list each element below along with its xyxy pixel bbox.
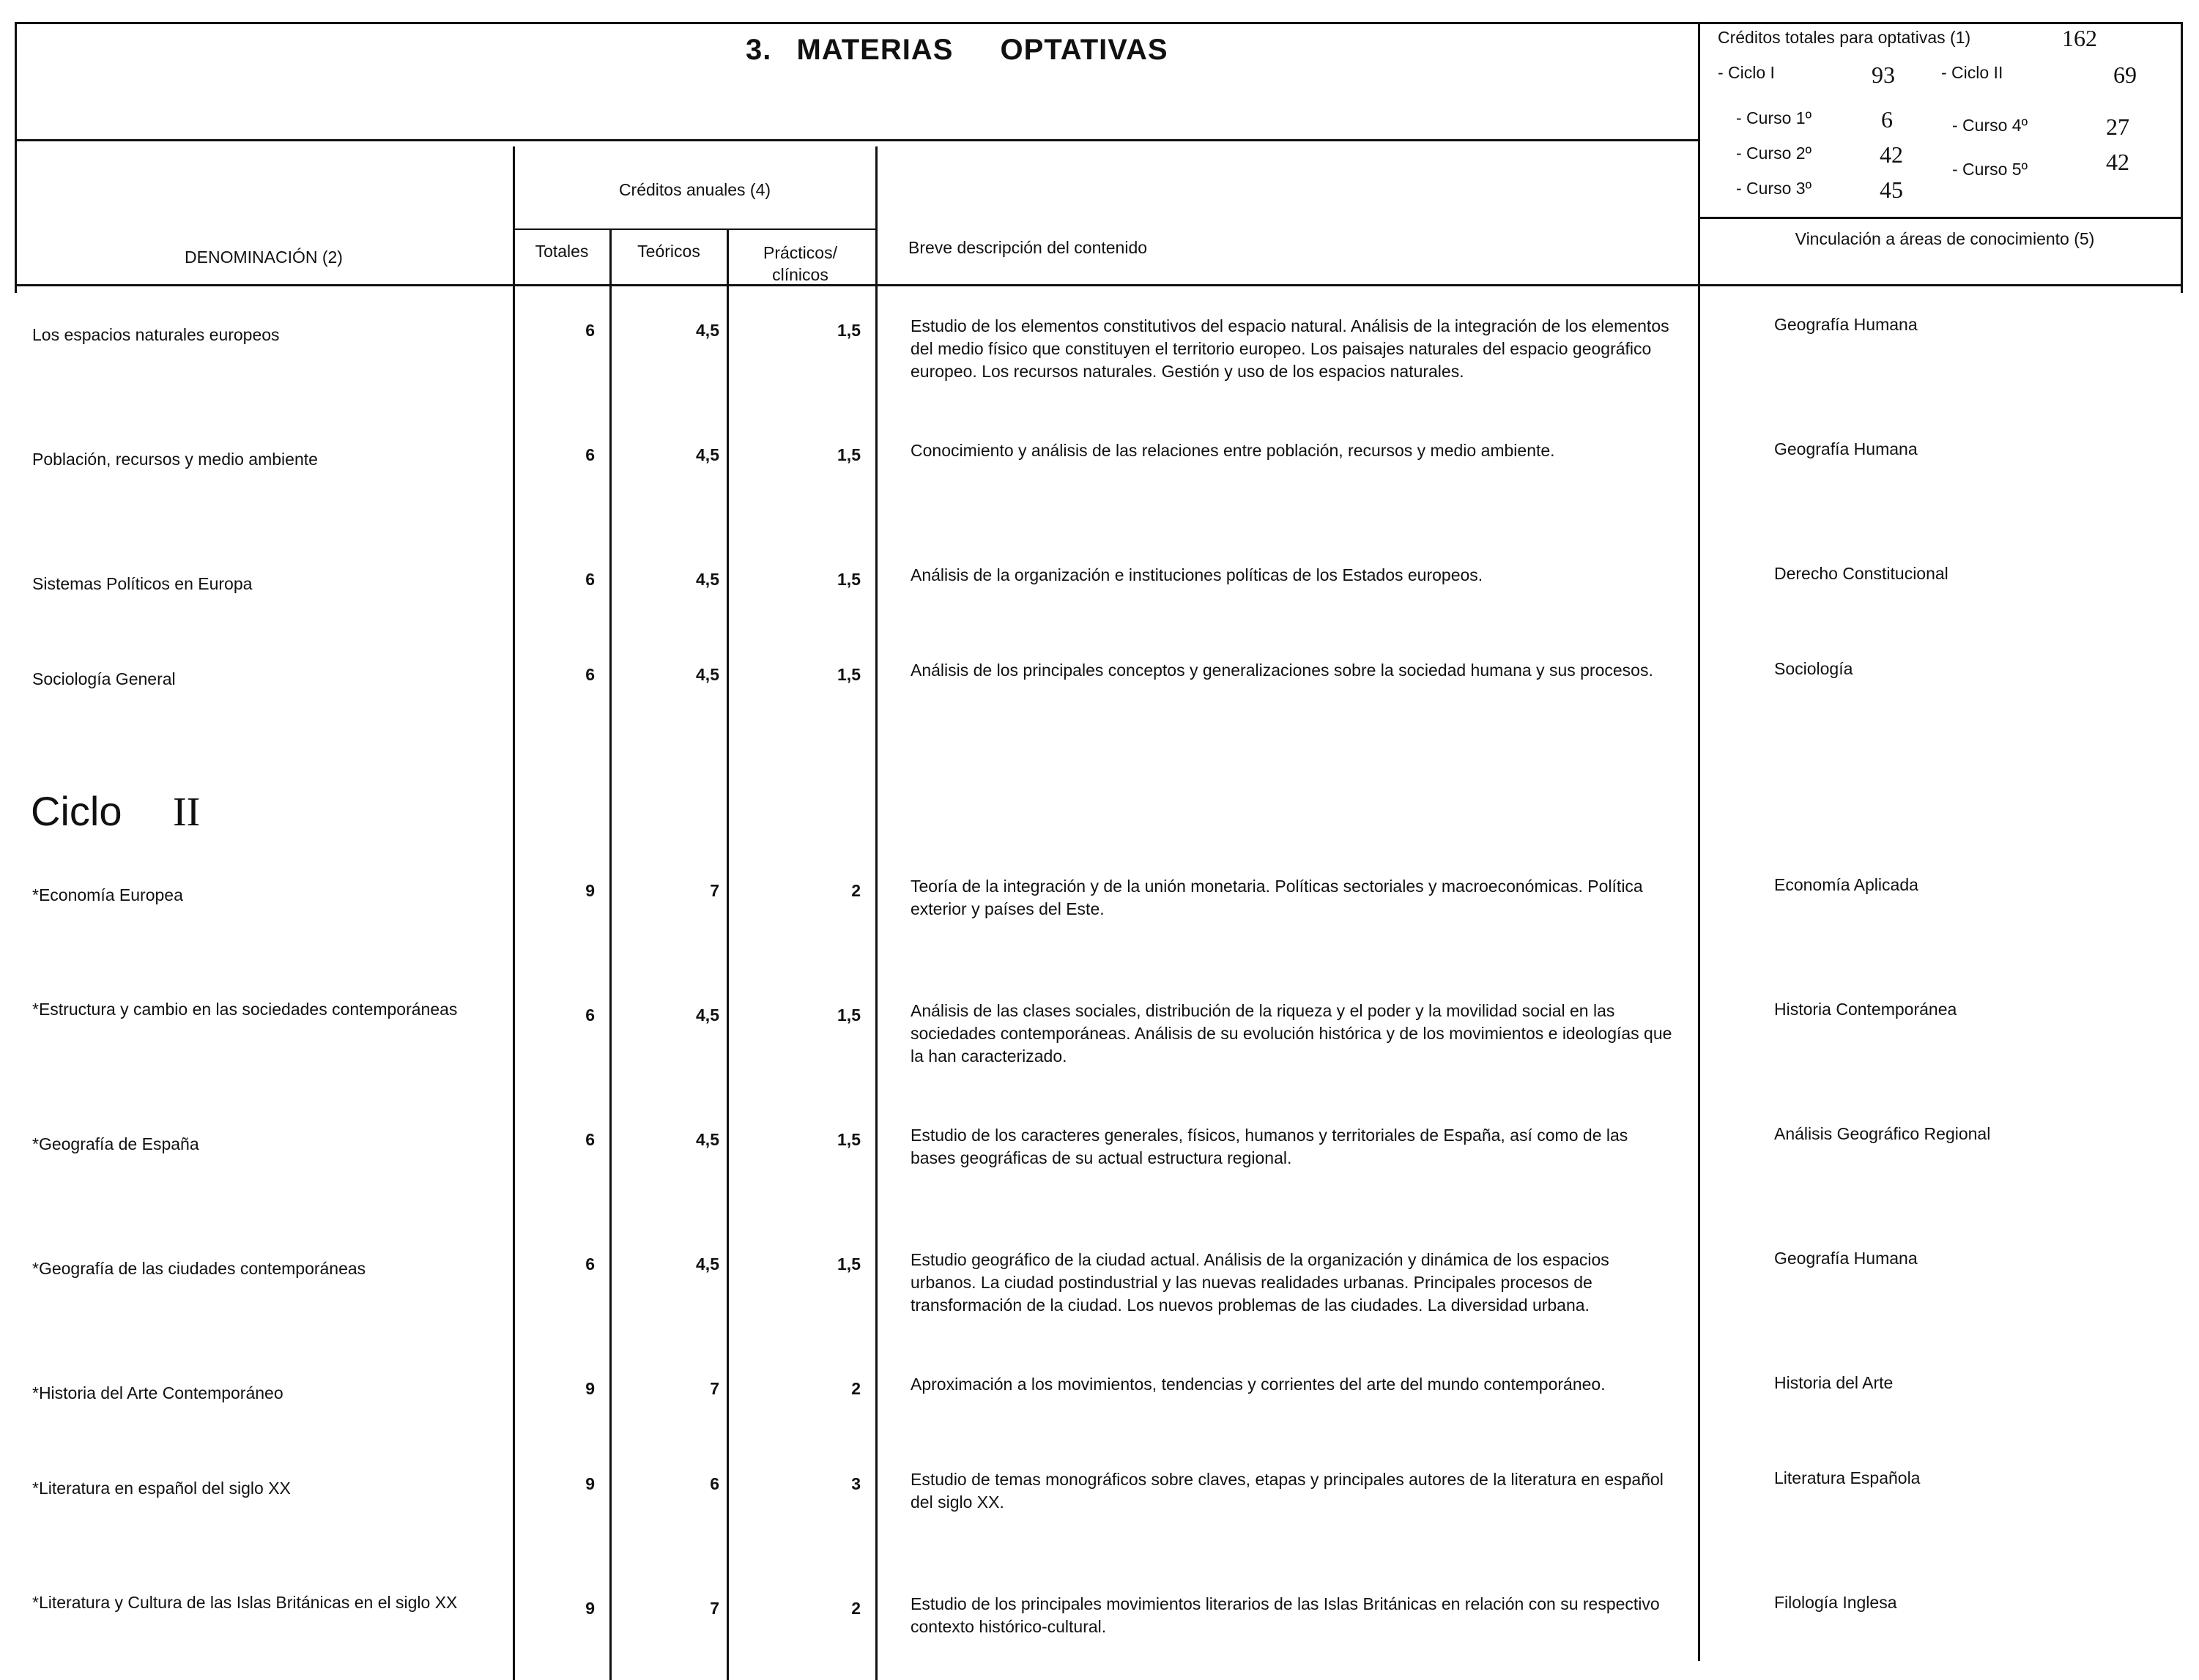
creditos-anuales-divider [513,228,877,230]
curso5-value: 42 [2106,149,2129,175]
course-description: Estudio de los principales movimientos literarios de las Islas Británicas en relación con su respectivo contexto histórico-cultural. [911,1594,1660,1636]
credits-total-value: 162 [2062,25,2097,51]
course-teoricos: 4,5 [696,1130,719,1149]
course-description: Análisis de los principales conceptos y generalizaciones sobre la sociedad humana y sus procesos. [911,661,1653,680]
course-name: Sociología General [32,669,176,688]
table-right-border [2181,22,2183,293]
course-description: Estudio de los elementos constitutivos del espacio natural. Análisis de la integración de los elementos del medio físico que constituyen el territorio europeo. Los paisajes naturales del espacio geográfico europeo. Los recursos naturales. Gestión y uso de los espacios naturales. [911,316,1669,381]
course-practicos: 1,5 [837,1006,861,1025]
ciclo-numeral: II [173,789,201,835]
course-teoricos: 4,5 [696,570,719,589]
title-word-materias: MATERIAS [796,34,954,66]
curso2-value: 42 [1880,141,1903,168]
course-description: Estudio de los caracteres generales, físicos, humanos y territoriales de España, así como de las bases geográficas de su actual estructura regional. [911,1126,1628,1167]
course-description: Aproximación a los movimientos, tendencias y corrientes del arte del mundo contemporáneo. [911,1375,1606,1394]
course-teoricos: 4,5 [696,1006,719,1025]
credits-box-left-border [1698,22,1700,293]
course-totales: 6 [585,1006,595,1025]
course-area: Historia Contemporánea [1774,1000,1957,1019]
course-name: *Geografía de las ciudades contemporáneas [32,1259,366,1278]
curso2-label: - Curso 2º [1736,144,1812,163]
course-teoricos: 7 [710,1379,719,1398]
course-name: *Literatura y Cultura de las Islas Británicas en el siglo XX [32,1593,458,1612]
course-practicos: 1,5 [837,445,861,464]
course-totales: 9 [585,1599,595,1618]
creditos-anuales-header: Créditos anuales (4) [618,180,771,199]
ciclo2-value: 69 [2113,62,2137,88]
course-description: Análisis de la organización e instituciones políticas de los Estados europeos. [911,565,1483,584]
course-name: *Geografía de España [32,1134,199,1153]
course-name: *Economía Europea [32,885,183,904]
title-bottom-border [15,139,1699,141]
col-divider-practicos [875,146,878,1680]
course-name: *Estructura y cambio en las sociedades contemporáneas [32,1000,458,1019]
course-teoricos: 6 [710,1474,719,1493]
vinculacion-header: Vinculación a áreas de conocimiento (5) [1795,229,2095,248]
curso4-value: 27 [2106,114,2129,140]
course-practicos: 1,5 [837,665,861,684]
course-teoricos: 7 [710,1599,719,1618]
credits-total-label: Créditos totales para optativas (1) [1718,28,1971,47]
course-practicos: 2 [851,1379,861,1398]
course-teoricos: 4,5 [696,321,719,340]
course-area: Derecho Constitucional [1774,564,1948,583]
course-name: Los espacios naturales europeos [32,325,280,344]
course-area: Geografía Humana [1774,439,1918,458]
course-totales: 9 [585,1474,595,1493]
curso3-value: 45 [1880,176,1903,203]
table-top-border [15,22,2183,24]
course-teoricos: 4,5 [696,665,719,684]
course-description: Estudio de temas monográficos sobre claves, etapas y principales autores de la literatura en español del siglo XX. [911,1470,1664,1512]
teoricos-header: Teóricos [637,242,700,261]
course-area: Geografía Humana [1774,315,1918,334]
course-totales: 9 [585,881,595,900]
ciclo-word: Ciclo [31,788,122,834]
title-word-optativas: OPTATIVAS [1000,34,1168,66]
curso5-label: - Curso 5º [1952,160,2028,179]
course-area: Sociología [1774,659,1853,678]
course-practicos: 3 [851,1474,861,1493]
col-divider-descripcion [1698,284,1700,1661]
totales-header: Totales [535,242,589,261]
denominacion-header: DENOMINACIÓN (2) [185,248,343,267]
ciclo1-label: - Ciclo I [1718,63,1775,82]
course-totales: 6 [585,1130,595,1149]
course-totales: 6 [585,1255,595,1274]
course-name: Sistemas Políticos en Europa [32,574,253,593]
course-teoricos: 4,5 [696,445,719,464]
ciclo1-value: 93 [1872,62,1895,88]
course-area: Filología Inglesa [1774,1593,1897,1612]
course-description: Análisis de las clases sociales, distribución de la riqueza y el poder y la movilidad social en las sociedades contemporáneas. Análisis de su evolución histórica y de los movimientos e ideologías que la han caracterizado. [911,1001,1672,1066]
course-totales: 6 [585,321,595,340]
course-description: Estudio geográfico de la ciudad actual. Análisis de la organización y dinámica de los espacios urbanos. La ciudad postindustrial y las nuevas realidades urbanas. Principales procesos de transformación de la ciudad. Los nuevos problemas de las ciudades. La diversidad urbana. [911,1250,1609,1315]
course-name: *Literatura en español del siglo XX [32,1479,291,1498]
curso1-label: - Curso 1º [1736,108,1812,127]
course-practicos: 1,5 [837,570,861,589]
course-teoricos: 4,5 [696,1255,719,1274]
course-area: Historia del Arte [1774,1373,1894,1392]
course-teoricos: 7 [710,881,719,900]
course-practicos: 2 [851,881,861,900]
course-description: Conocimiento y análisis de las relaciones entre población, recursos y medio ambiente. [911,441,1555,460]
course-name: Población, recursos y medio ambiente [32,450,318,469]
ciclo-ii-heading [31,787,200,836]
course-name: *Historia del Arte Contemporáneo [32,1383,283,1402]
course-practicos: 2 [851,1599,861,1618]
page-title [746,34,1168,67]
course-practicos: 1,5 [837,1255,861,1274]
course-description: Teoría de la integración y de la unión monetaria. Políticas sectoriales y macroeconómicas. Política exterior y países del Este. [911,877,1643,918]
descripcion-header: Breve descripción del contenido [908,238,1148,257]
curso4-label: - Curso 4º [1952,116,2028,135]
course-practicos: 1,5 [837,321,861,340]
course-area: Economía Aplicada [1774,875,1918,894]
credits-box-divider [1698,217,2183,219]
course-area: Análisis Geográfico Regional [1774,1124,1991,1143]
course-practicos: 1,5 [837,1130,861,1149]
practicos-header: Prácticos/ clínicos [763,243,837,284]
col-divider-denominacion [513,146,515,1680]
title-number: 3. [746,34,772,66]
course-area: Literatura Española [1774,1468,1921,1487]
curso1-value: 6 [1881,106,1893,133]
ciclo2-label: - Ciclo II [1941,63,2003,82]
course-totales: 6 [585,445,595,464]
curso3-label: - Curso 3º [1736,179,1812,198]
header-bottom-border [15,284,2183,286]
course-totales: 6 [585,570,595,589]
course-totales: 6 [585,665,595,684]
course-area: Geografía Humana [1774,1249,1918,1268]
course-totales: 9 [585,1379,595,1398]
